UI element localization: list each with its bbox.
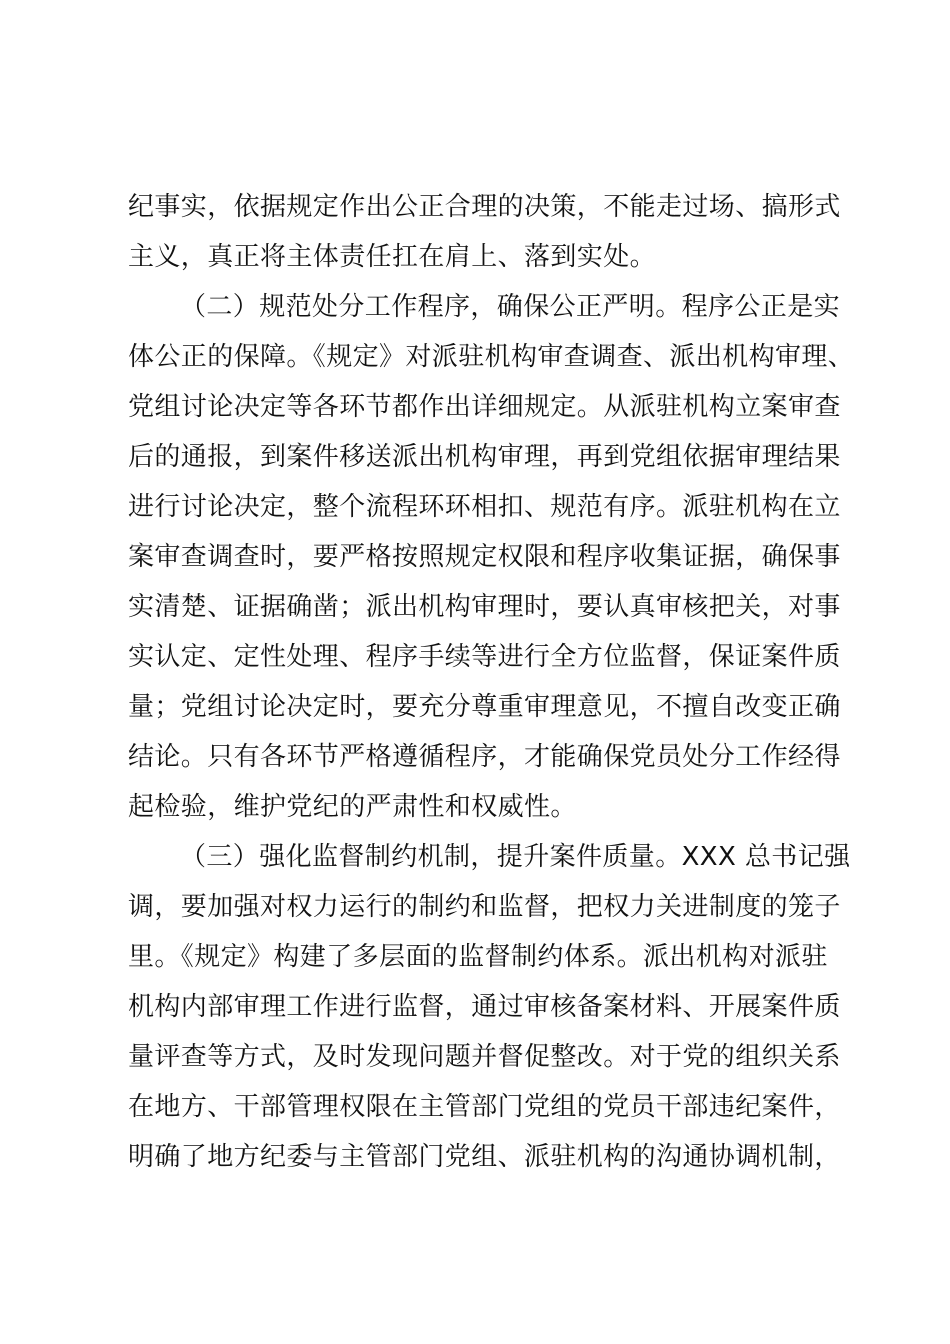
section-heading-line: （二）规范处分工作程序，确保公正严明。程序公正是实 (180, 292, 841, 322)
text-line: 主义，真正将主体责任扛在肩上、落到实处。 (128, 242, 657, 272)
text-line: 在地方、干部管理权限在主管部门党组的党员干部违纪案件， (128, 1092, 841, 1122)
text-line: 纪事实，依据规定作出公正合理的决策，不能走过场、搞形式 (128, 192, 841, 222)
text-line: 实认定、定性处理、程序手续等进行全方位监督，保证案件质 (128, 642, 841, 672)
text-line: 党组讨论决定等各环节都作出详细规定。从派驻机构立案审查 (128, 392, 841, 422)
text-line: 量评查等方式，及时发现问题并督促整改。对于党的组织关系 (128, 1042, 841, 1072)
text-line: 体公正的保障。《规定》对派驻机构审查调查、派出机构审理、 (128, 342, 855, 372)
text-line: 起检验，维护党纪的严肃性和权威性。 (128, 792, 577, 822)
text-line: 里。《规定》构建了多层面的监督制约体系。派出机构对派驻 (128, 942, 828, 972)
text-line: 结论。只有各环节严格遵循程序，才能确保党员处分工作经得 (128, 742, 841, 772)
section-heading-line: （三）强化监督制约机制，提升案件质量。XXX 总书记强 (180, 842, 851, 872)
text-line: 后的通报，到案件移送派出机构审理，再到党组依据审理结果 (128, 442, 841, 472)
text-line: 机构内部审理工作进行监督，通过审核备案材料、开展案件质 (128, 992, 841, 1022)
text-line: 明确了地方纪委与主管部门党组、派驻机构的沟通协调机制， (128, 1142, 841, 1172)
text-line: 调，要加强对权力运行的制约和监督，把权力关进制度的笼子 (128, 892, 841, 922)
text-line: 进行讨论决定，整个流程环环相扣、规范有序。派驻机构在立 (128, 492, 841, 522)
text-line: 量；党组讨论决定时，要充分尊重审理意见，不擅自改变正确 (128, 692, 841, 722)
text-line: 实清楚、证据确凿；派出机构审理时，要认真审核把关，对事 (128, 592, 841, 622)
text-line: 案审查调查时，要严格按照规定权限和程序收集证据，确保事 (128, 542, 841, 572)
